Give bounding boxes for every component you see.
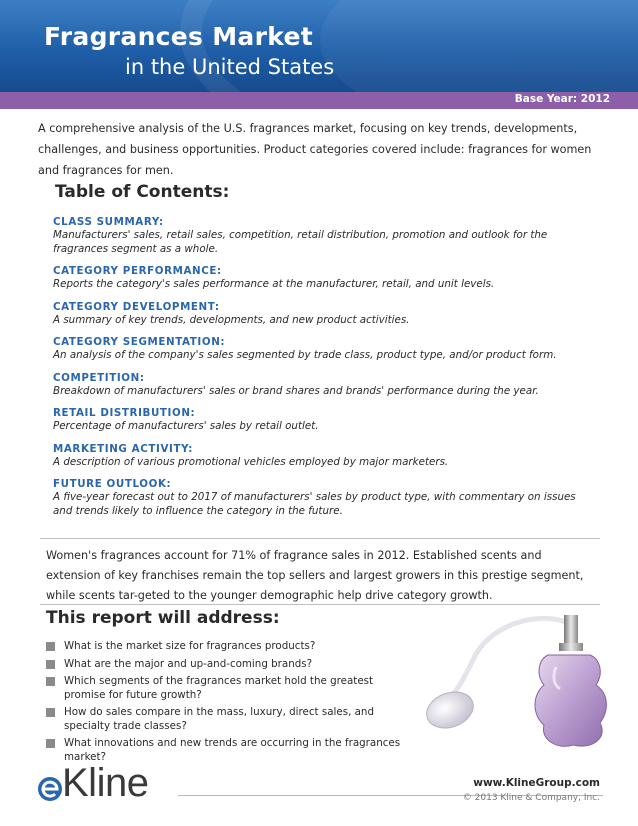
intro-paragraph: A comprehensive analysis of the U.S. fragrances market, focusing on key trends, developments, challenges, and business opportunities. Product categories covered include: fragrances for women and fragrances for men. (38, 122, 592, 177)
toc-item-category-development (53, 301, 593, 328)
base-year-label: Base Year: 2012 (514, 93, 610, 105)
toc-item-competition (53, 372, 593, 399)
toc-heading: RETAIL DISTRIBUTION: (53, 407, 196, 419)
list-item: Which segments of the fragrances market hold the greatest promise for future growth? (46, 675, 416, 702)
toc-description: An analysis of the company's sales segmented by trade class, product type, and/or product form. (53, 349, 557, 361)
summary-paragraph: Women's fragrances account for 71% of fragrance sales in 2012. Established scents and extension of key franchises remain the top sellers and largest growers in this prestige segment, while scents tar-geted to the younger demographic help drive category growth. (46, 549, 584, 602)
square-bullet-icon (46, 708, 55, 717)
base-year-bar (0, 92, 638, 109)
toc-heading: CLASS SUMMARY: (53, 216, 164, 228)
website-link[interactable]: www.KlineGroup.com (473, 777, 600, 789)
toc-heading: COMPETITION: (53, 371, 145, 384)
atomizer-bulb (422, 686, 479, 734)
toc-heading: MARKETING ACTIVITY: (53, 442, 193, 455)
toc-description: Percentage of manufacturers' sales by retail outlet. (53, 420, 319, 432)
toc-description: Reports the category's sales performance at the manufacturer, retail, and unit levels. (53, 278, 495, 290)
toc-item-marketing-activity (53, 443, 593, 470)
toc-item-class-summary (53, 216, 593, 256)
header-banner (0, 0, 638, 92)
toc-item-category-performance (53, 265, 593, 292)
square-bullet-icon (46, 677, 55, 686)
list-item: What is the market size for fragrances products? (46, 640, 416, 654)
perfume-bottle-icon (418, 605, 618, 755)
questions-list (46, 640, 416, 768)
toc-description: A description of various promotional vehicles employed by major marketers. (53, 455, 449, 468)
square-bullet-icon (46, 642, 55, 651)
list-item: How do sales compare in the mass, luxury, direct sales, and specialty trade classes? (46, 706, 416, 733)
toc-description: Breakdown of manufacturers' sales or brand shares and brands' performance during the year. (53, 384, 539, 397)
toc-item-future-outlook (53, 478, 593, 518)
list-item: What innovations and new trends are occurring in the fragrances market? (46, 737, 416, 764)
kline-logo (36, 761, 176, 813)
toc-description: A summary of key trends, developments, and new product activities. (53, 313, 410, 326)
logo-text: Kline (62, 761, 149, 805)
toc-heading: CATEGORY DEVELOPMENT: (53, 300, 220, 313)
section-divider (40, 538, 600, 539)
toc-item-category-segmentation (53, 336, 593, 363)
list-item: What are the major and up-and-coming brands? (46, 658, 416, 672)
toc-description: Manufacturers' sales, retail sales, competition, retail distribution, promotion and outlook for the fragrances segment as a whole. (53, 229, 548, 255)
address-title: This report will address: (46, 608, 280, 628)
square-bullet-icon (46, 660, 55, 669)
report-title: Fragrances Market (44, 22, 313, 51)
bottle-collar (559, 643, 583, 651)
bottle-cap (564, 615, 578, 645)
toc-item-retail-distribution (53, 407, 593, 434)
bottle-body (535, 655, 606, 746)
copyright-text: © 2013 Kline & Company, Inc. (462, 793, 600, 803)
toc-heading: CATEGORY PERFORMANCE: (53, 265, 222, 277)
toc-heading: FUTURE OUTLOOK: (53, 478, 172, 490)
toc-description: A five-year forecast out to 2017 of manufacturers' sales by product type, with commentary on issues and trends likely to influence the category in the future. (53, 491, 576, 517)
report-subtitle: in the United States (125, 55, 335, 79)
toc-heading: CATEGORY SEGMENTATION: (53, 336, 226, 348)
table-of-contents (53, 216, 593, 527)
toc-title: Table of Contents: (55, 182, 230, 202)
square-bullet-icon (46, 739, 55, 748)
